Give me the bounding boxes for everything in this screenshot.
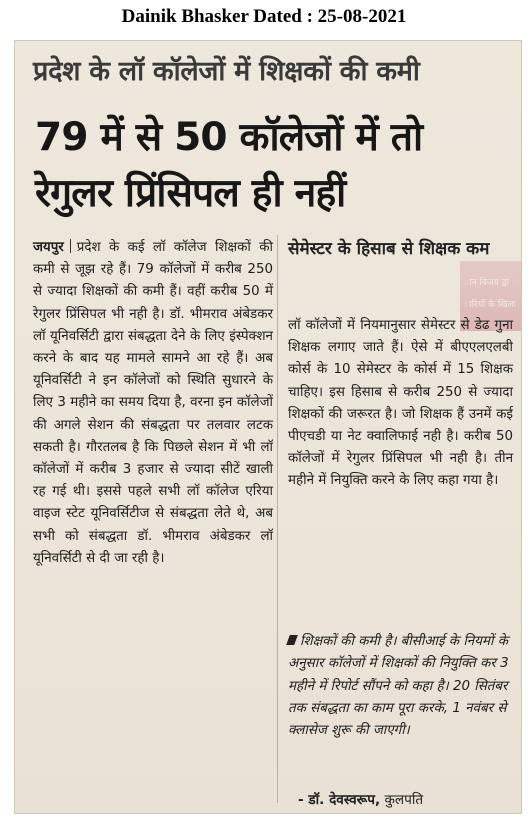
pull-quote-text: शिक्षकों की कमी है। बीसीआई के नियमों के अनुसार कॉलेजों में शिक्षकों की नियुक्ति कर 3 महीने में रिपोर्ट सौंपने को कहा है। 20 सितंबर तक संबद्धता का काम पूरा करके, 1 नवंबर से क्लासेज शुरू की जाएगी। xyxy=(288,634,509,739)
ad-text-1: ान विजय द्वा xyxy=(464,278,510,288)
ad-text-2: ारियों के खिला xyxy=(464,300,516,310)
quote-marker-icon xyxy=(286,635,298,645)
left-body-text: प्रदेश के कई लॉ कॉलेज शिक्षकों की कमी से जूझ रहे हैं। 79 कॉलेजों में करीब 250 से ज्यादा शिक्षकों की कमी हैं। वहीं करीब 50 में रेगुलर प्रिंसिपल भी नही है। डॉ. भीमराव अंबेडकर लॉ यूनिवर्सिटी द्वारा संबद्धता देने के लिए इंस्पेक्शन करने के बाद यह मामले सामने आ रहे हैं। अब यूनिवर्सिटी ने इन कॉलेजों को स्थिति सुधारने के लिए 3 महीने का समय दिया है, वरना इन कॉलेजों की अगले सेशन की संबद्धता पर तलवार लटक सकती है। गौरतलब है कि पिछले सेशन में भी लॉ कॉलेजों में करीब 3 हजार से ज्यादा सीटें खाली रह गई थी। इससे पहले सभी लॉ कॉलेज एरिया वाइज स्टेट यूनिवर्सिटीज से संबद्धता लेते थे, अब सभी को संबद्धता डॉ. भीमराव अंबेडकर लॉ यूनिवर्सिटी से दी जा रही है। xyxy=(33,240,273,566)
article-body-right: लॉ कॉलेजों में नियमानुसार सेमेस्टर से डेढ गुना शिक्षक लगाए जाते हैं। ऐसे में बीएएलएलबी कोर्स के 10 सेमेस्टर के कोर्स में 15 शिक्षक चाहिए। इस हिसाब से करीब 250 से ज्यादा शिक्षकों की जरूरत है। जो शिक्षक हैं उनमें कई पीएचडी या नेट क्वालिफाई नही है। करीब 50 कॉलेजों में रेगुलर प्रिंसिपल भी नही है। तीन महीने में नियुक्ति करने के लिए कहा गया है। xyxy=(288,318,513,489)
newspaper-clipping xyxy=(14,40,522,814)
main-headline-line-1: 79 में से 50 कॉलेजों में तो xyxy=(35,115,423,160)
dateline-separator xyxy=(70,239,71,253)
pull-quote xyxy=(288,631,513,742)
main-headline-line-2: रेगुलर प्रिंसिपल ही नहीं xyxy=(35,171,346,216)
column-divider xyxy=(277,235,278,803)
dateline: जयपुर xyxy=(33,240,64,255)
clipping-caption: Dainik Bhasker Dated : 25-08-2021 xyxy=(121,6,407,27)
kicker-headline: प्रदेश के लॉ कॉलेजों में शिक्षकों की कमी xyxy=(33,56,420,87)
attribution-role: कुलपति xyxy=(384,792,424,808)
attribution-name: - डॉ. देवस्वरूप, xyxy=(298,792,381,808)
quote-attribution xyxy=(298,789,423,808)
article-body-left xyxy=(33,237,273,570)
subheading: सेमेस्टर के हिसाब से शिक्षक कम xyxy=(288,239,490,259)
